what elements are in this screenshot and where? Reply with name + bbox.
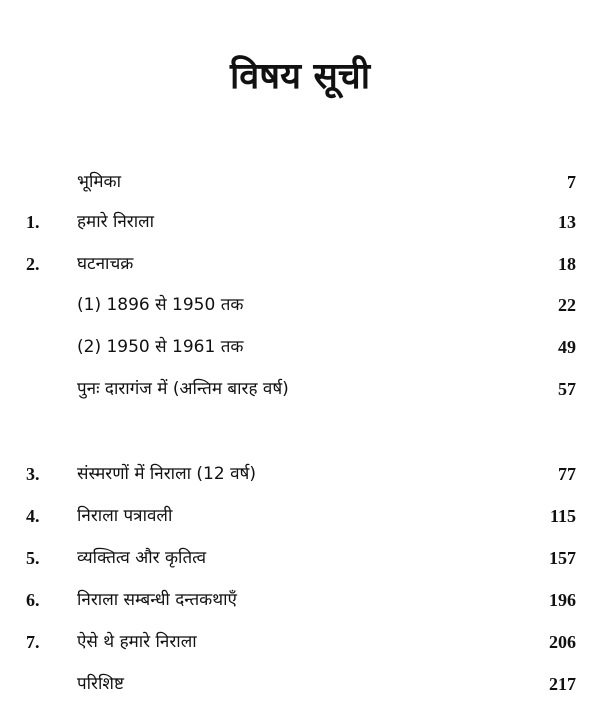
entry-title: (1) 1896 से 1950 तक: [77, 295, 244, 315]
entry-page-number: 22: [558, 295, 576, 315]
entry-number: 1.: [26, 212, 40, 232]
toc-entry: [0, 167, 600, 197]
entry-title: निराला पत्रावली: [77, 506, 173, 526]
toc-entry: [0, 332, 600, 362]
entry-page-number: 115: [549, 506, 576, 526]
entry-page-number: 7: [567, 172, 576, 192]
entry-title: निराला सम्बन्धी दन्तकथाएँ: [77, 590, 237, 610]
entry-page-number: 18: [558, 254, 576, 274]
entry-title: व्यक्तित्व और कृतित्व: [77, 548, 207, 568]
toc-entry: [0, 501, 600, 531]
entry-page-number: 157: [549, 548, 576, 568]
page-title: विषय सूची: [229, 56, 371, 97]
entry-title: संस्मरणों में निराला (12 वर्ष): [77, 464, 256, 484]
entry-page-number: 206: [549, 632, 576, 652]
toc-entry: [0, 290, 600, 320]
toc-entry: [0, 207, 600, 237]
entry-number: 6.: [26, 590, 40, 610]
entry-title: भूमिका: [77, 172, 121, 192]
entry-title: हमारे निराला: [77, 212, 155, 232]
toc-entry: [0, 249, 600, 279]
entry-title: घटनाचक्र: [77, 254, 134, 274]
entry-page-number: 196: [549, 590, 576, 610]
toc-entry: [0, 627, 600, 657]
toc-entry: [0, 669, 600, 699]
entry-title: परिशिष्ट: [77, 674, 124, 694]
entry-number: 4.: [26, 506, 40, 526]
entry-page-number: 13: [558, 212, 576, 232]
entry-number: 2.: [26, 254, 40, 274]
toc-entry: [0, 543, 600, 573]
entry-number: 3.: [26, 464, 40, 484]
entry-page-number: 57: [558, 379, 576, 399]
entry-title: (2) 1950 से 1961 तक: [77, 337, 244, 357]
entry-page-number: 77: [558, 464, 576, 484]
toc-entry: [0, 585, 600, 615]
entry-title: पुनः दारागंज में (अन्तिम बारह वर्ष): [77, 379, 289, 399]
toc-entry: [0, 374, 600, 404]
entry-page-number: 49: [558, 337, 576, 357]
entry-number: 7.: [26, 632, 40, 652]
entry-number: 5.: [26, 548, 40, 568]
entry-page-number: 217: [549, 674, 576, 694]
entry-title: ऐसे थे हमारे निराला: [77, 632, 197, 652]
toc-entry: [0, 459, 600, 489]
